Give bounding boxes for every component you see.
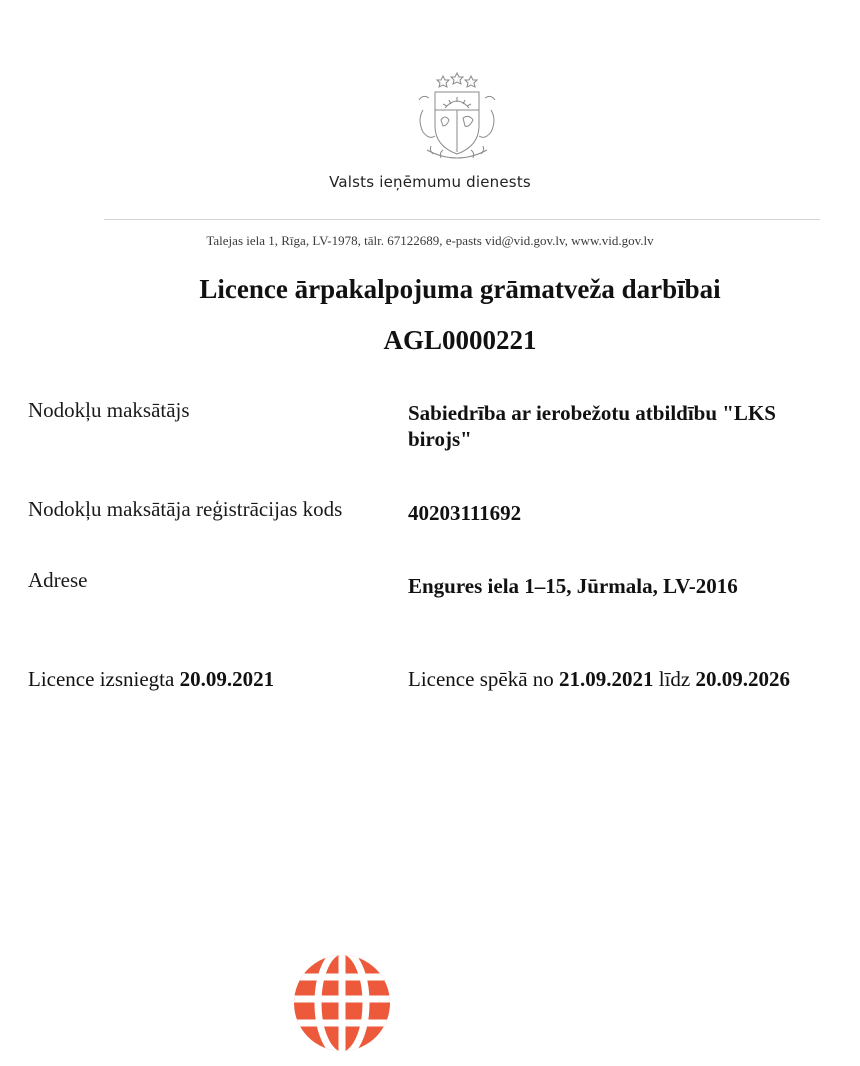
regcode-label: Nodokļu maksātāja reģistrācijas kods [28,497,343,521]
agency-name: Valsts ieņēmumu dienests [329,173,531,191]
issued-date: 20.09.2021 [179,667,275,691]
issued-line [28,667,274,692]
address-value: Engures iela 1–15, Jūrmala, LV-2016 [408,574,738,598]
regcode-value: 40203111692 [408,501,522,525]
license-number: AGL0000221 [383,325,537,355]
coat-of-arms-icon [405,70,509,166]
validity-line [408,667,790,692]
valid-to-date: 20.09.2026 [695,667,791,691]
address-label: Adrese [28,568,88,592]
document-title: Licence ārpakalpojuma grāmatveža darbībai [199,274,721,304]
agency-contacts: Talejas iela 1, Rīga, LV-1978, tālr. 67122689, e-pasts vid@vid.gov.lv, www.vid.gov.lv [206,233,654,248]
issued-prefix: Licence izsniegta [28,667,180,691]
valid-from-date: 21.09.2021 [559,667,654,691]
taxpayer-value: Sabiedrība ar ierobežotu atbildību "LKS birojs" [408,401,776,451]
globe-icon [290,953,394,1053]
header-divider [104,219,820,220]
taxpayer-label: Nodokļu maksātājs [28,398,190,422]
valid-mid: līdz [653,667,696,691]
valid-prefix: Licence spēkā no [408,667,560,691]
